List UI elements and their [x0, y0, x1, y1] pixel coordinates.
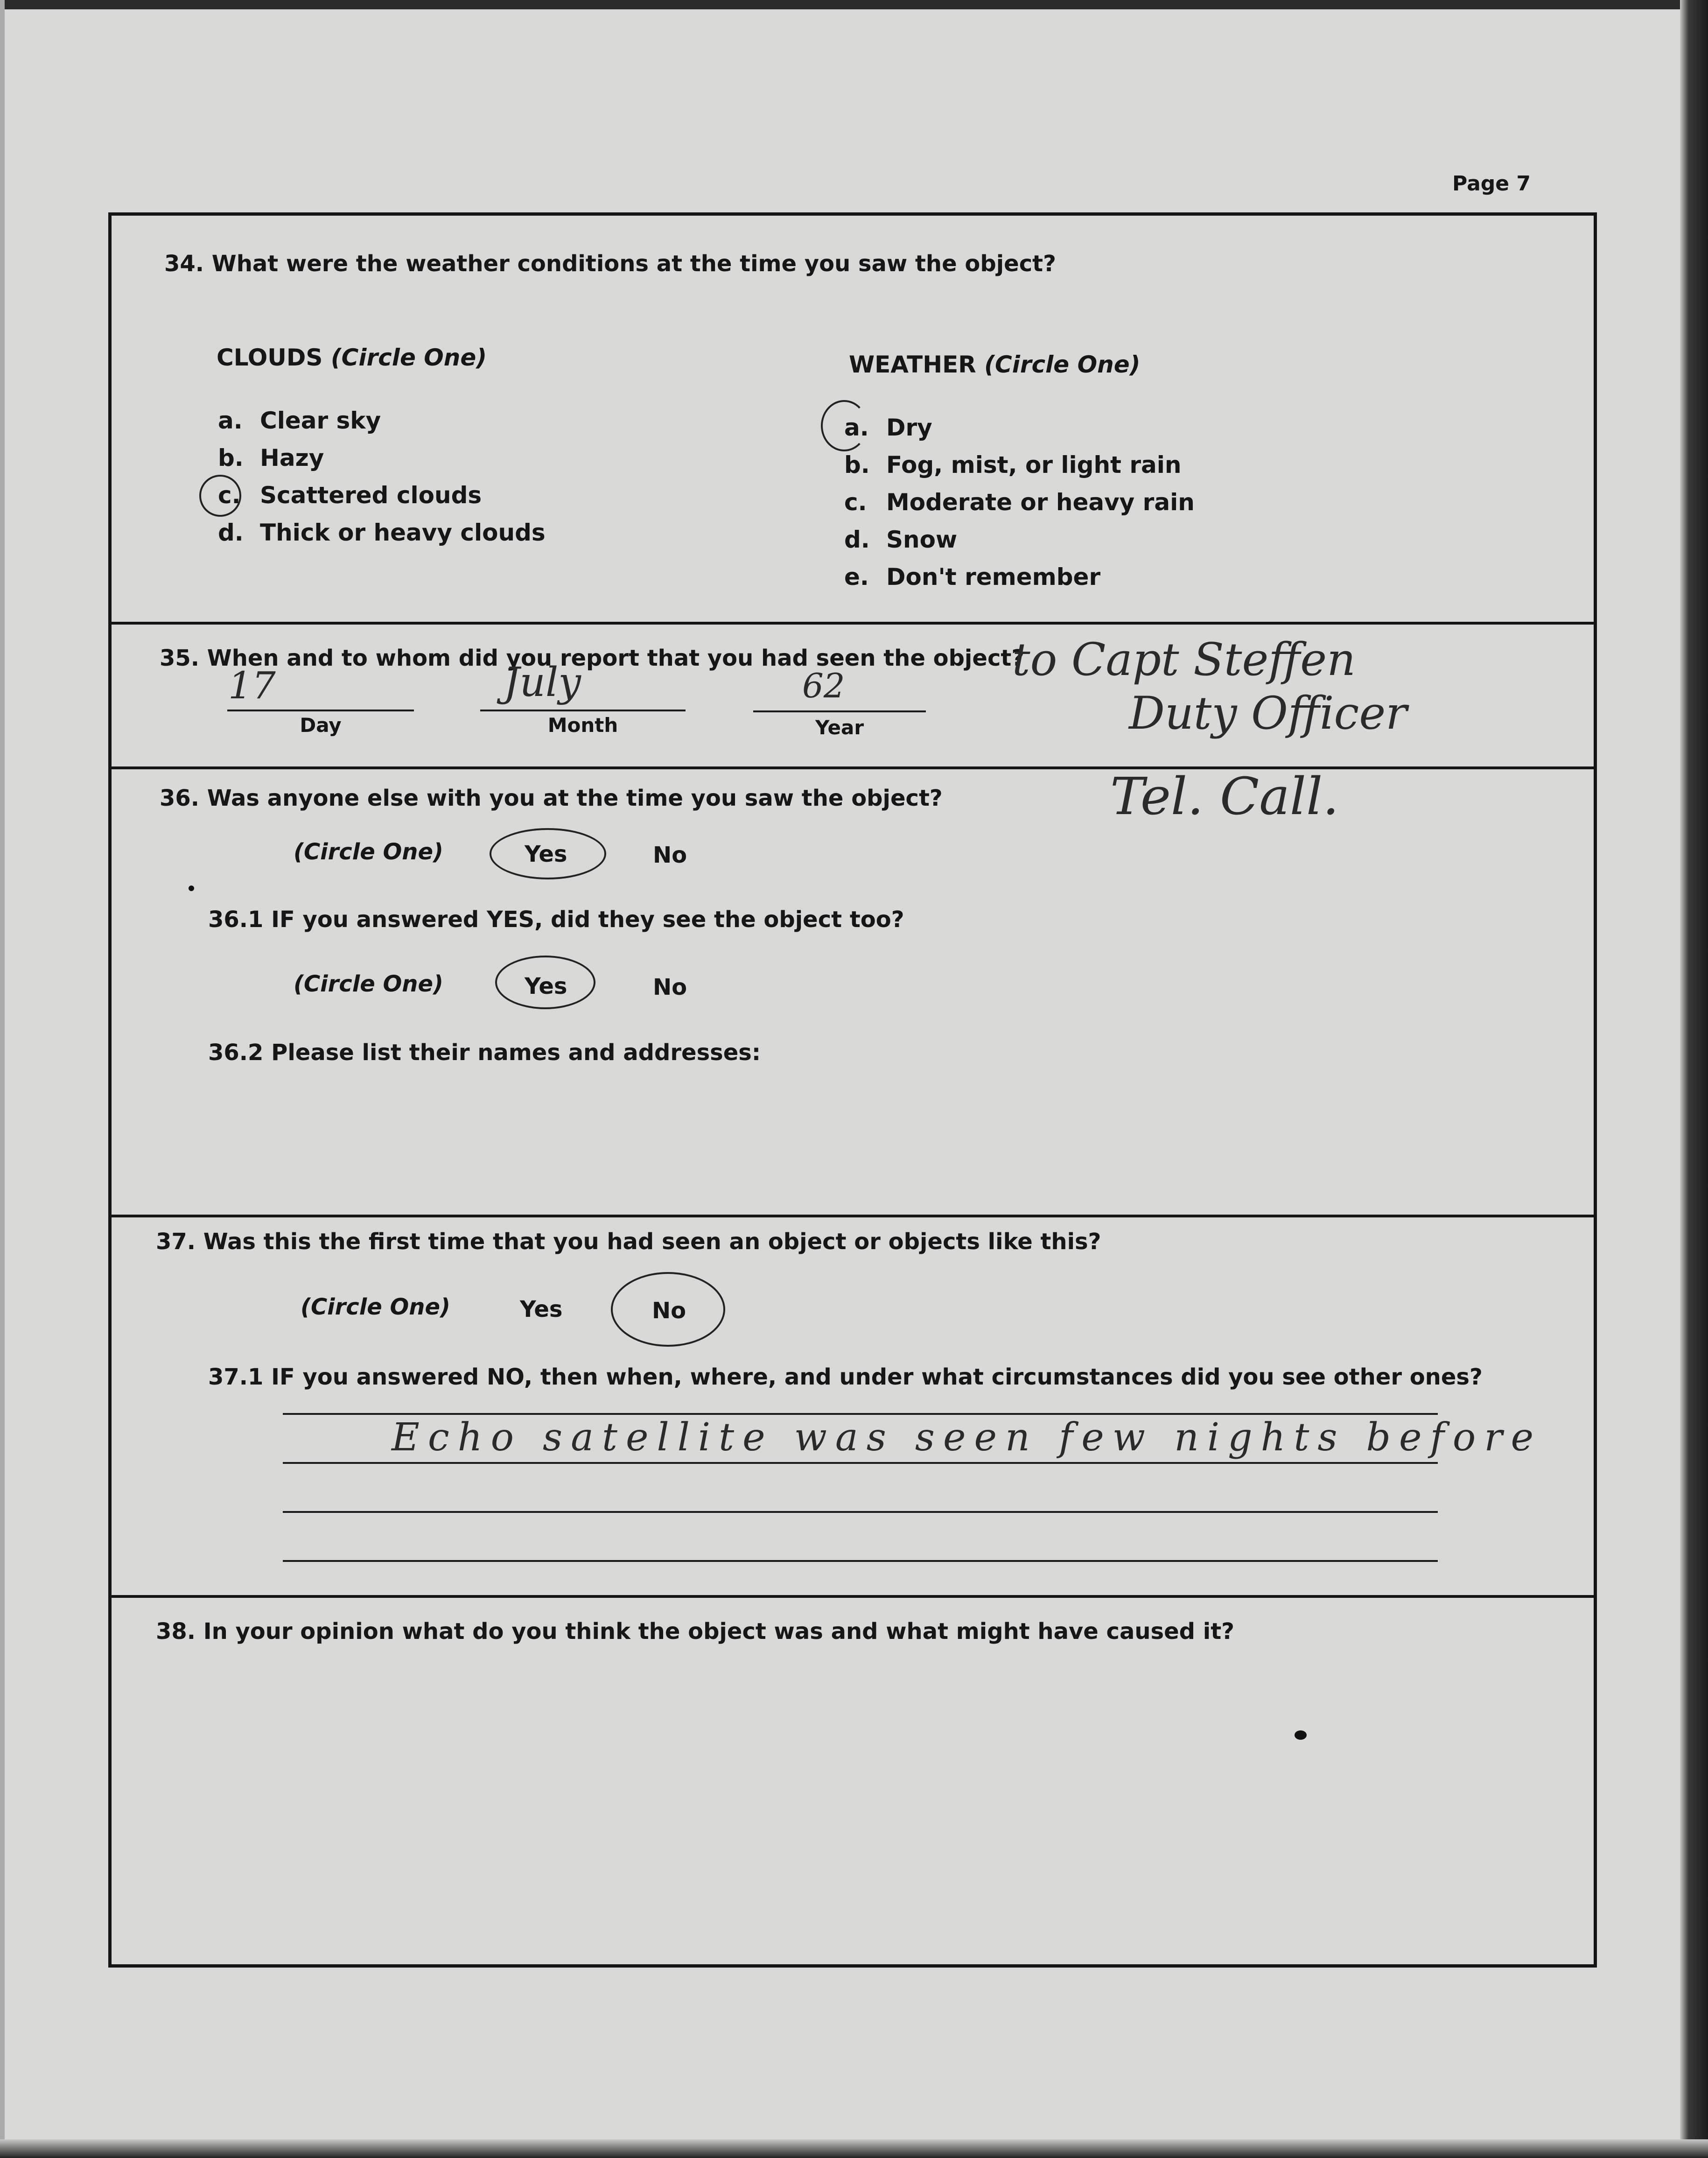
- q37-no-option[interactable]: No: [652, 1298, 686, 1324]
- q37-1-answer-text: Echo satellite was seen few nights before: [392, 1415, 1542, 1460]
- scan-edge-left: [0, 0, 5, 2158]
- clouds-heading: CLOUDS (Circle One): [217, 344, 487, 371]
- q37-1-answer-line-1: [283, 1413, 1438, 1415]
- q37-instruction: (Circle One): [301, 1294, 450, 1320]
- weather-option-a[interactable]: a. Dry: [844, 414, 932, 441]
- q36-1-instruction: (Circle One): [294, 971, 443, 997]
- clouds-option-c[interactable]: c. Scattered clouds: [218, 482, 482, 509]
- q36-instruction: (Circle One): [294, 839, 443, 865]
- q35-month-label: Month: [547, 714, 618, 737]
- q36-question: 36. Was anyone else with you at the time you saw the object?: [160, 785, 943, 811]
- ink-blot: [1295, 1730, 1307, 1740]
- q36-2-question: 36.2 Please list their names and addresses:: [208, 1040, 761, 1066]
- divider-35-36: [112, 766, 1594, 769]
- divider-36-37: [112, 1215, 1594, 1217]
- divider-37-38: [112, 1595, 1594, 1598]
- weather-selection-circle: [821, 400, 868, 451]
- q34-question: 34. What were the weather conditions at the time you saw the object?: [164, 251, 1056, 277]
- divider-34-35: [112, 622, 1594, 625]
- clouds-option-b[interactable]: b. Hazy: [218, 444, 324, 471]
- q37-1-question: 37.1 IF you answered NO, then when, where, and under what circumstances did you see other ones?: [208, 1364, 1483, 1390]
- q35-to-whom-line-1: to Capt Steffen: [1012, 633, 1356, 686]
- q38-question: 38. In your opinion what do you think the object was and what might have caused it?: [156, 1618, 1234, 1645]
- q35-day-label: Day: [300, 714, 342, 737]
- weather-heading: WEATHER (Circle One): [849, 351, 1141, 378]
- q37-1-answer-line-4: [283, 1560, 1438, 1562]
- scan-edge-top: [0, 0, 1708, 9]
- weather-option-c[interactable]: c. Moderate or heavy rain: [844, 489, 1195, 516]
- q36-1-yes-option[interactable]: Yes: [525, 973, 567, 999]
- weather-option-d[interactable]: d. Snow: [844, 526, 958, 553]
- q36-yes-circle: [490, 828, 606, 879]
- scan-edge-bottom: [0, 2139, 1708, 2158]
- questionnaire-form: [108, 212, 1597, 1968]
- q35-question: 35. When and to whom did you report that you had seen the object?: [160, 645, 1025, 671]
- q36-1-question: 36.1 IF you answered YES, did they see the object too?: [208, 907, 904, 933]
- q36-1-no-option[interactable]: No: [653, 974, 687, 1000]
- q37-1-answer-line-3: [283, 1511, 1438, 1513]
- q35-month-value: July: [504, 659, 581, 706]
- q37-question: 37. Was this the first time that you had seen an object or objects like this?: [156, 1229, 1101, 1255]
- clouds-option-a[interactable]: a. Clear sky: [218, 407, 381, 434]
- q37-yes-option[interactable]: Yes: [520, 1296, 563, 1322]
- q35-year-line: [753, 710, 926, 712]
- clouds-selection-circle: [199, 475, 241, 517]
- q36-no-option[interactable]: No: [653, 842, 687, 868]
- q35-to-whom-line-3: Tel. Call.: [1110, 766, 1339, 826]
- q37-no-circle: [611, 1272, 725, 1347]
- weather-option-b[interactable]: b. Fog, mist, or light rain: [844, 451, 1182, 478]
- q35-to-whom-line-2: Duty Officer: [1129, 687, 1407, 739]
- q36-yes-option[interactable]: Yes: [525, 841, 567, 867]
- scan-edge-right: [1680, 0, 1708, 2158]
- q35-month-line: [480, 710, 686, 711]
- q35-day-value: 17: [228, 664, 276, 707]
- q36-1-yes-circle: [495, 956, 595, 1009]
- speck: [189, 886, 194, 891]
- q35-year-label: Year: [815, 716, 864, 739]
- q35-day-line: [227, 710, 414, 711]
- page-number: Page 7: [1452, 172, 1531, 196]
- clouds-option-d[interactable]: d. Thick or heavy clouds: [218, 519, 546, 546]
- weather-option-e[interactable]: e. Don't remember: [844, 563, 1101, 590]
- q35-year-value: 62: [802, 666, 845, 705]
- q37-1-answer-line-2: [283, 1462, 1438, 1464]
